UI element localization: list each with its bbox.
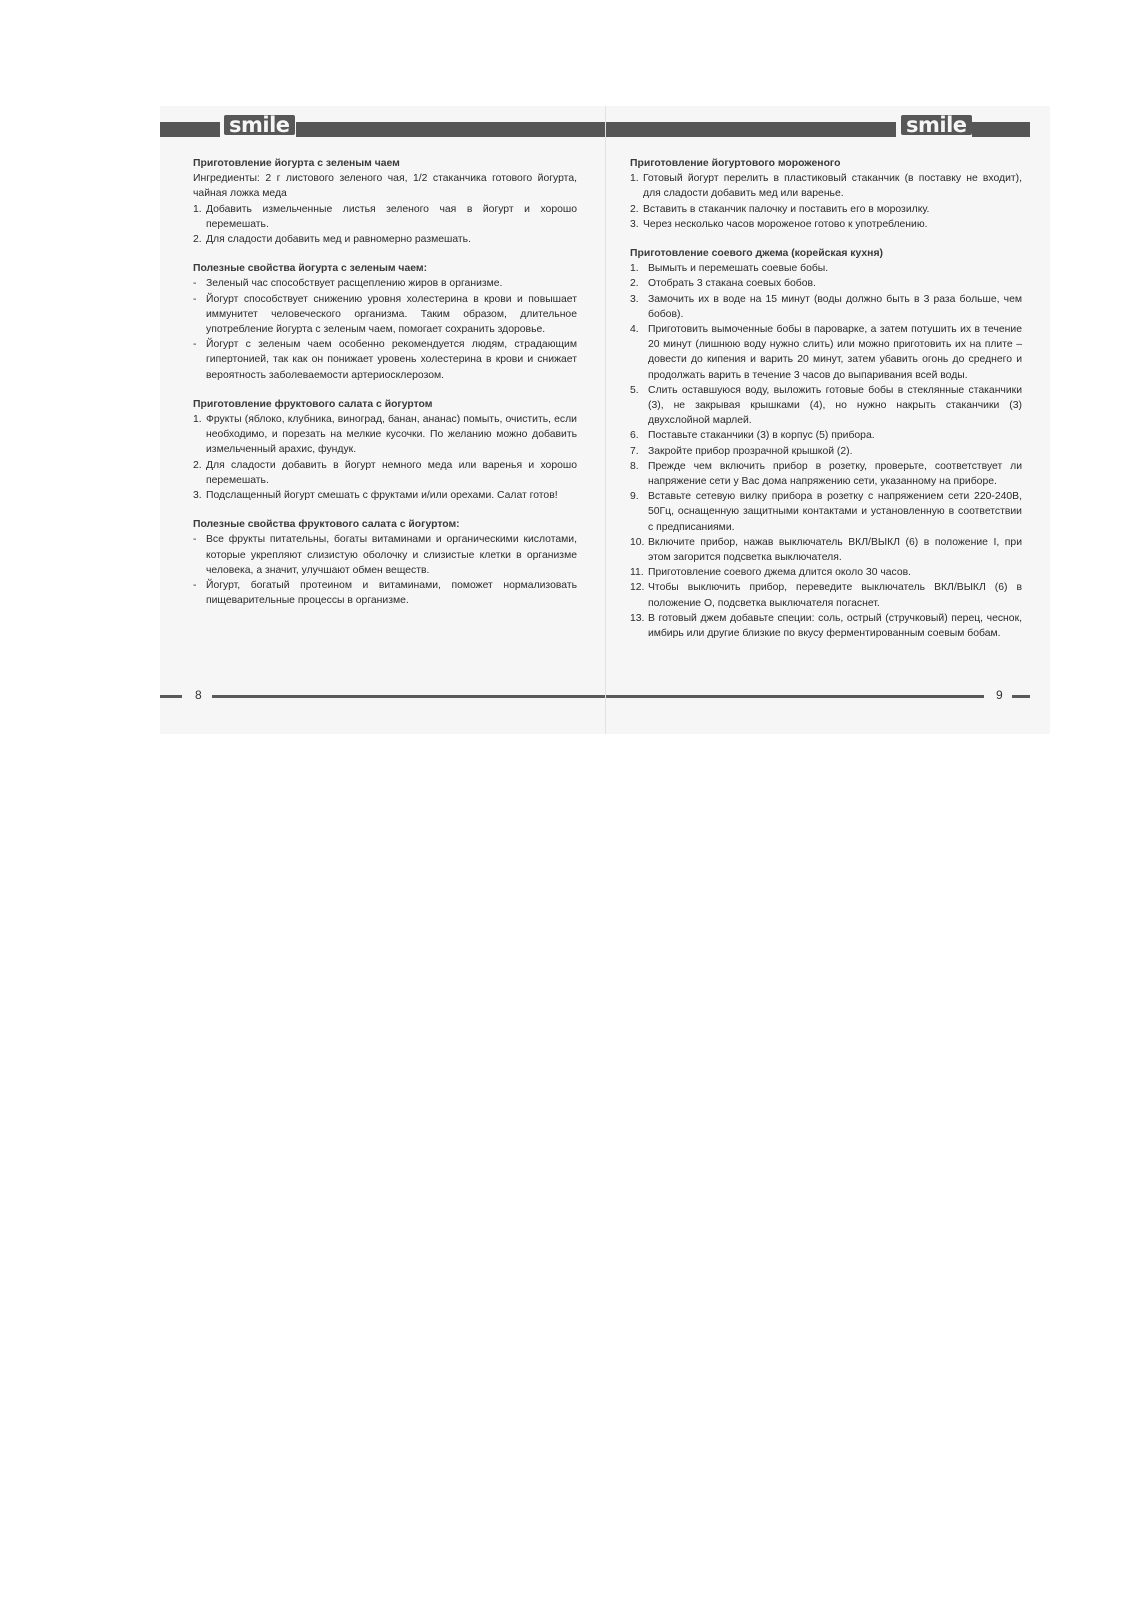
right-header-bar-long — [606, 122, 896, 137]
right-footer-bar-short — [1012, 695, 1030, 698]
section-heading: Приготовление фруктового салата с йогуртом — [193, 398, 433, 410]
list-item: 5. Слить оставшуюся воду, выложить готовые бобы в стеклянные стаканчики (3), не закрывая крышками (4), но нужно накрыть стаканчики (3) двухслойной марлей. — [630, 384, 1022, 427]
right-page-number: 9 — [996, 688, 1003, 702]
list-item: 11. Приготовление соевого джема длится около 30 часов. — [630, 567, 912, 579]
list-item: - Йогурт, богатый протеином и витаминами, поможет нормализовать пищеварительные процессы в организме. — [193, 580, 577, 607]
list-item: 2. Отобрать 3 стакана соевых бобов. — [630, 278, 816, 290]
section-heading: Приготовление йогурта с зеленым чаем — [193, 158, 400, 169]
list-item: - Йогурт с зеленым чаем особенно рекомендуется людям, страдающим гипертонией, так как он понижает уровень холестерина в крови и снижает вероятность заболеваемости артериосклерозом. — [193, 339, 577, 381]
left-page-content — [193, 156, 577, 608]
ingredients-text: Ингредиенты: 2 г листового зеленого чая, 1/2 стаканчика готового йогурта, чайная ложка меда — [193, 173, 577, 200]
list-item: 1. Вымыть и перемешать соевые бобы. — [630, 263, 829, 275]
left-footer-bar-short — [160, 695, 182, 698]
section-heading: Полезные свойства фруктового салата с йогуртом: — [193, 519, 460, 531]
manual-spread — [160, 106, 1050, 734]
section-heading: Полезные свойства йогурта с зеленым чаем: — [193, 263, 428, 275]
list-item: 12. Чтобы выключить прибор, переведите выключатель ВКЛ/ВЫКЛ (6) в положение O, подсветка выключателя погаснет. — [630, 582, 1022, 609]
list-item: 1. Готовый йогурт перелить в пластиковый стаканчик (в поставку не входит), для сладости добавить мед или варенье. — [630, 173, 1022, 200]
right-header-bar — [972, 122, 1030, 137]
left-header-bar-long — [296, 122, 605, 137]
list-item: 3. Подслащенный йогурт смешать с фруктами и/или орехами. Салат готов! — [193, 490, 558, 502]
list-item: 2. Для сладости добавить мед и равномерно размешать. — [193, 234, 471, 246]
page-gutter — [605, 106, 606, 734]
list-item: 2. Для сладости добавить в йогурт немного меда или варенья и хорошо перемешать. — [193, 459, 577, 486]
list-item: - Йогурт способствует снижению уровня холестерина в крови и повышает иммунитет человеческого организма. Таким образом, длительное употребление йогурта с зеленым чаем, помогает сохранить здоровье. — [193, 293, 577, 336]
right-footer-bar — [606, 695, 984, 698]
list-item: 13. В готовый джем добавьте специи: соль, острый (стручковый) перец, чеснок, имбирь или другие близкие по вкусу ферментированным соевым бобам. — [630, 612, 1022, 640]
right-page-content — [630, 156, 1022, 641]
section-heading: Приготовление соевого джема (корейская кухня) — [630, 248, 883, 260]
left-header-bar — [160, 122, 220, 137]
list-item: 10. Включите прибор, нажав выключатель ВКЛ/ВЫКЛ (6) в положение I, при этом загорится подсветка выключателя. — [630, 536, 1022, 564]
left-footer-bar — [212, 695, 605, 698]
list-item: 3. Замочить их в воде на 15 минут (воды должно быть в 3 раза больше, чем бобов). — [630, 293, 1022, 320]
right-brand-logo: smile — [897, 115, 976, 135]
left-page-number: 8 — [195, 688, 202, 702]
list-item: 6. Поставьте стаканчики (3) в корпус (5) прибора. — [630, 430, 875, 442]
left-brand-logo: smile — [220, 115, 299, 135]
list-item: 7. Закройте прибор прозрачной крышкой (2). — [630, 445, 853, 457]
list-item: - Зеленый час способствует расщеплению жиров в организме. — [193, 278, 503, 290]
section-heading: Приготовление йогуртового мороженого — [630, 158, 841, 169]
list-item: 8. Прежде чем включить прибор в розетку, проверьте, соответствует ли напряжение сети у Вас дома напряжению сети, указанному на приборе. — [630, 460, 1022, 488]
list-item: 1. Фрукты (яблоко, клубника, виноград, банан, ананас) помыть, очистить, если необходимо, и порезать на мелкие кусочки. По желанию можно добавить измельченный арахис, фундук. — [193, 414, 577, 456]
list-item: 1. Добавить измельченные листья зеленого чая в йогурт и хорошо перемешать. — [193, 203, 577, 230]
list-item: 4. Приготовить вымоченные бобы в пароварке, а затем потушить их в течение 20 минут (лишнюю воду нужно слить) или можно приготовить их на плите – довести до кипения и варить 20 минут, затем убавить огонь до среднего и продолжать варить в течение 3 часов до выпаривания всей воды. — [630, 324, 1022, 381]
list-item: 9. Вставьте сетевую вилку прибора в розетку с напряжением сети 220-240В, 50Гц, оснащенную защитными контактами и установленную в соответствии с предписаниями. — [630, 491, 1022, 533]
list-item: 3. Через несколько часов мороженое готово к употреблению. — [630, 218, 928, 230]
list-item: 2. Вставить в стаканчик палочку и поставить его в морозилку. — [630, 203, 930, 215]
list-item: - Все фрукты питательны, богаты витаминами и органическими кислотами, которые укрепляют слизистую оболочку и слизистые клетки в организме человека, а значит, улучшают обмен веществ. — [193, 534, 577, 576]
